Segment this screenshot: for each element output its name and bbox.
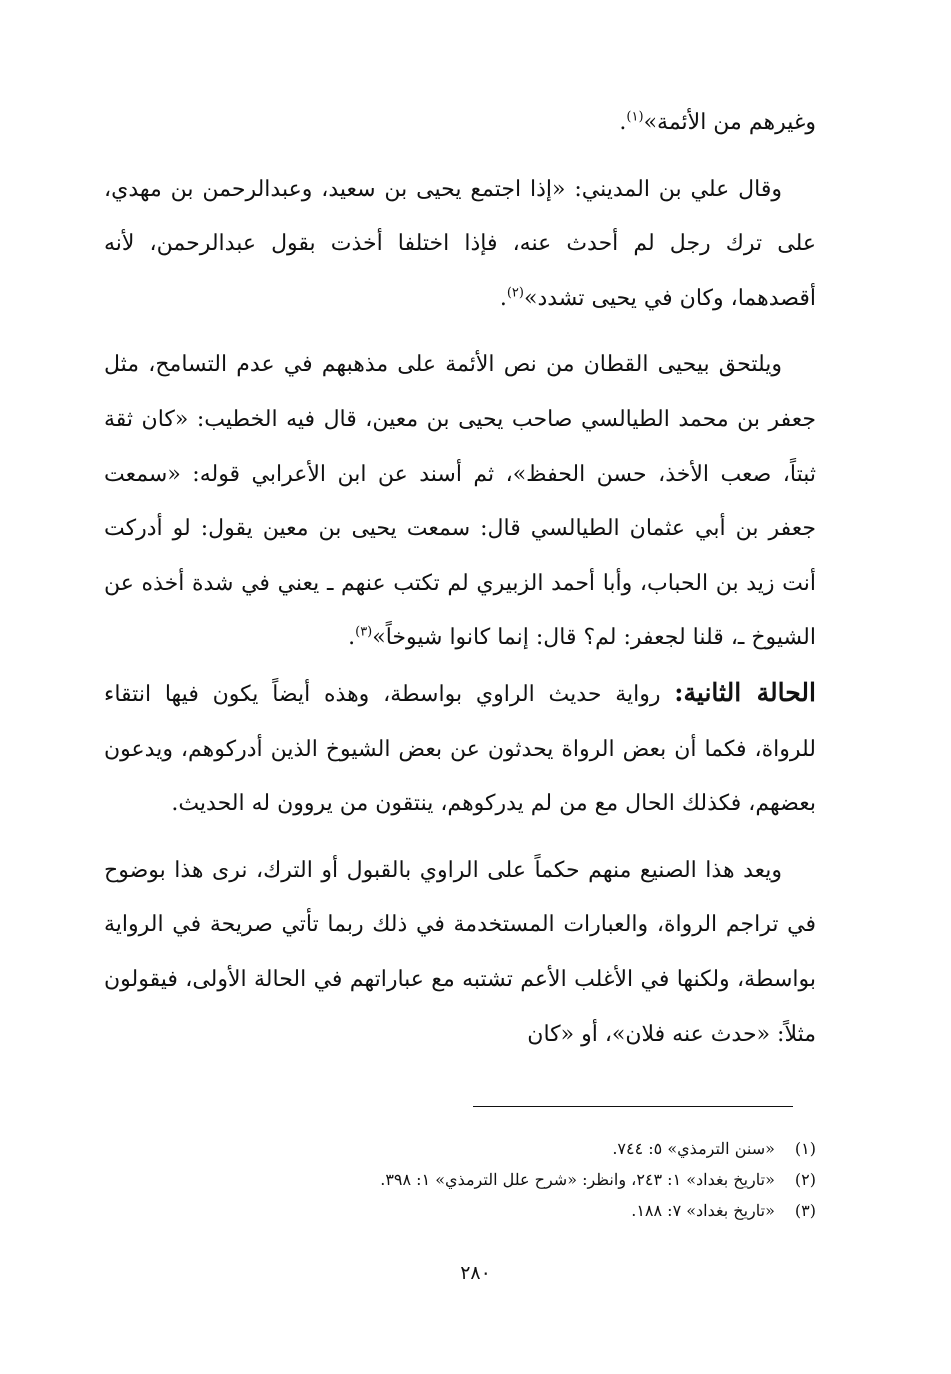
paragraph-text: ويعد هذا الصنيع منهم حكماً على الراوي بالقبول أو الترك، نرى هذا بوضوح في تراجم الرواة، والعبارات المستخدمة في ذلك ربما تأتي صريحة في الرواية بواسطة، ولكنها في الأغلب الأعم تشتبه مع عباراتهم في الحالة الأولى، فيقولون مثلاً: «حدث عنه فلان»، أو «كان: [104, 857, 816, 1047]
main-text: [104, 96, 816, 1062]
paragraph-end: .: [348, 625, 356, 651]
paragraph-1: [104, 96, 816, 151]
footnote-ref: (٣): [355, 625, 373, 641]
paragraph-3: [104, 338, 816, 666]
footnote-ref: (٢): [506, 285, 524, 301]
footnote-number: (١): [794, 1139, 816, 1158]
footnote-1: [150, 1133, 816, 1164]
page-number: ٢٨٠: [460, 1262, 491, 1284]
paragraph-text: رواية حديث الراوي بواسطة، وهذه أيضاً يكون فيها انتقاء للرواة، فكما أن بعض الرواة يحدثون عن بعض الشيوخ الذين أدركوهم، ويدعون بعضهم، فكذلك الحال مع من لم يدركوهم، ينتقون من يروون له الحديث.: [104, 681, 816, 817]
footnote-number: (٢): [794, 1170, 816, 1189]
paragraph-text: وغيرهم من الأئمة»: [643, 110, 816, 135]
footnote-3: [150, 1195, 816, 1226]
footnote-text: «سنن الترمذي» ٥: ٧٤٤.: [612, 1139, 775, 1158]
paragraph-end: .: [619, 110, 627, 135]
footnote-divider: [473, 1106, 793, 1107]
footnote-number: (٣): [794, 1201, 816, 1220]
footnote-2: [150, 1164, 816, 1195]
footnote-text: «تاريخ بغداد» ٧: ١٨٨.: [631, 1201, 775, 1220]
paragraph-text: وقال علي بن المديني: «إذا اجتمع يحيى بن سعيد، وعبدالرحمن بن مهدي، على ترك رجل لم أحدث عنه، فإذا اختلفا أخذت بقول عبدالرحمن، لأنه أقصدهما، وكان في يحيى تشدد»: [104, 176, 816, 311]
paragraph-end: .: [499, 285, 507, 311]
paragraph-5: [104, 844, 816, 1062]
paragraph-text: ويلتحق بيحيى القطان من نص الأئمة على مذهبهم في عدم التسامح، مثل جعفر بن محمد الطيالسي صاحب يحيى بن معين، قال فيه الخطيب: «كان ثقة ثبتاً، صعب الأخذ، حسن الحفظ»، ثم أسند عن ابن الأعرابي قوله: «سمعت جعفر بن أبي عثمان الطيالسي قال: سمعت يحيى بن معين يقول: لو أدركت أنت زيد بن الحباب، وأبا أحمد الزبيري لم تكتب عنهم ـ يعني في شدة أخذه عن الشيوخ ـ، قلنا لجعفر: لم؟ قال: إنما كانوا شيوخاً»: [104, 352, 816, 651]
footnote-text: «تاريخ بغداد» ١: ٢٤٣، وانظر: «شرح علل الترمذي» ١: ٣٩٨.: [380, 1170, 775, 1189]
paragraph-2: [104, 163, 816, 327]
paragraph-4: [104, 666, 816, 832]
footnotes: [150, 1133, 816, 1226]
section-heading: الحالة الثانية:: [674, 677, 816, 707]
footnote-ref: (١): [626, 109, 644, 125]
